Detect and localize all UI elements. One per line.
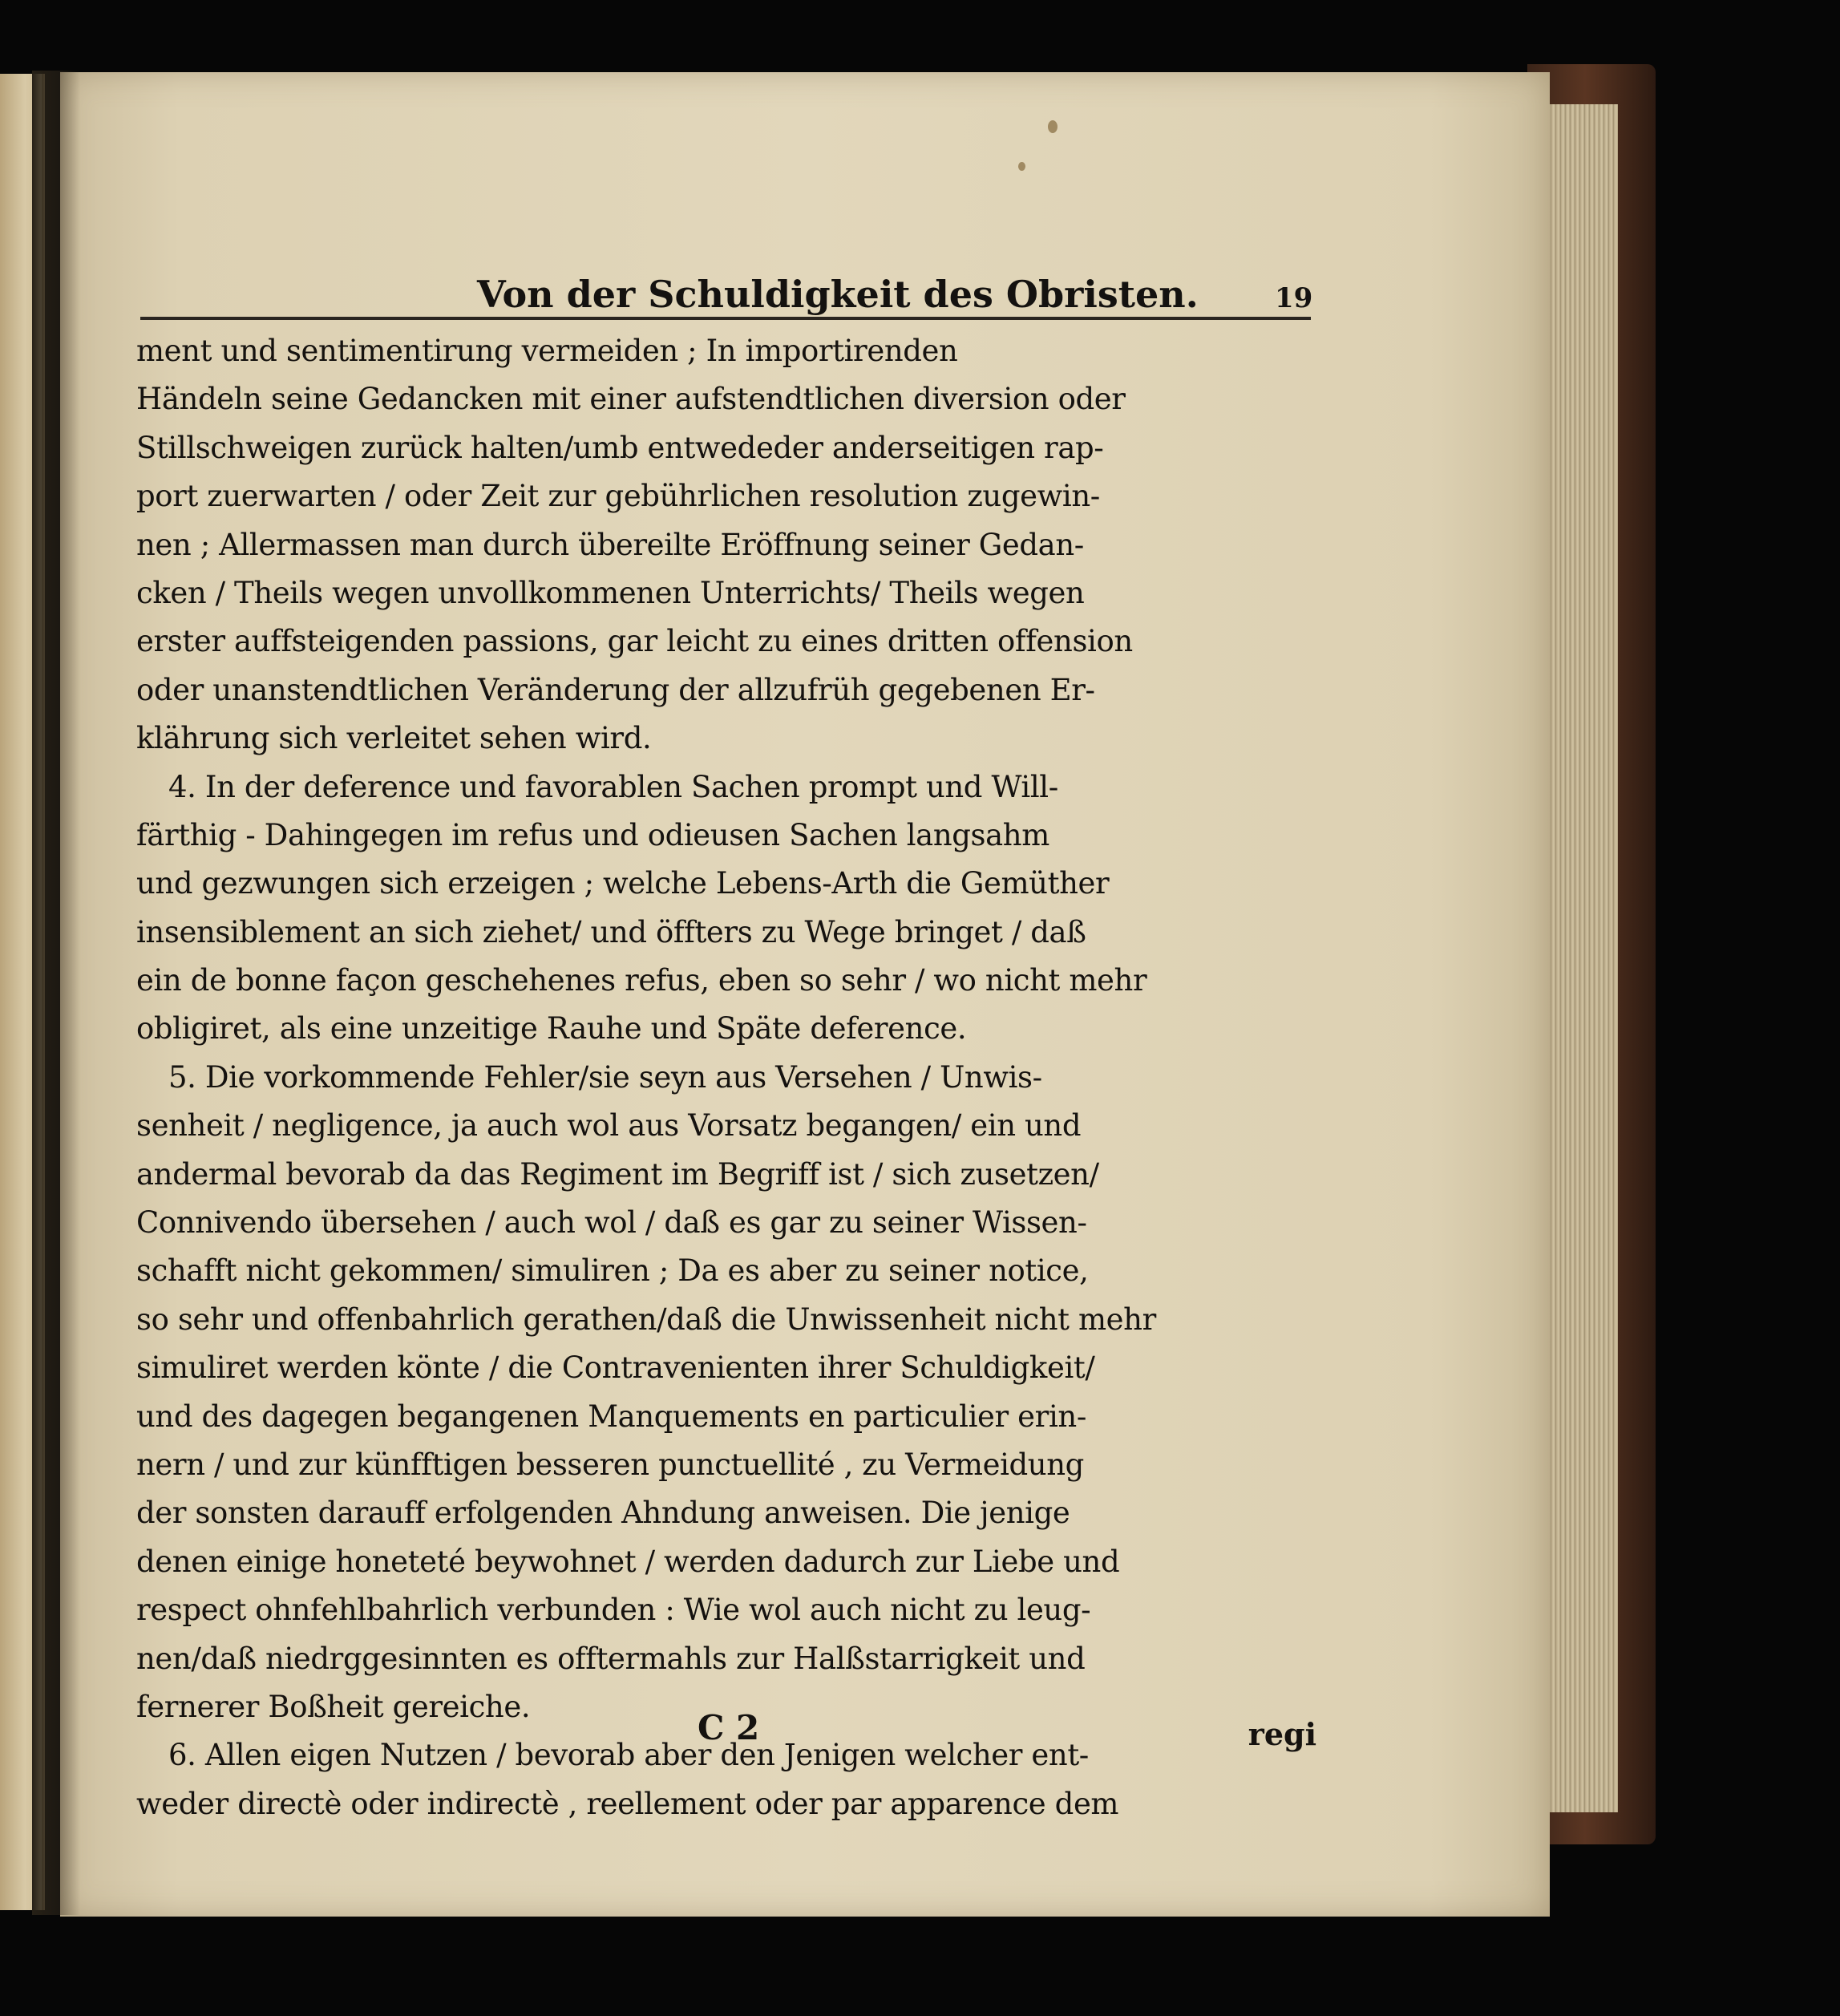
text-line: oder unanstendtlichen Veränderung der allzufrüh gegebenen Er- [136,672,1095,707]
text-line: respect ohnfehlbahrlich verbunden : Wie wol auch nicht zu leug- [136,1593,1091,1628]
body-text [136,327,1323,1828]
gutter-shadow [32,71,80,1915]
text-line: fernerer Boßheit gereiche. [136,1689,531,1724]
text-line: so sehr und offenbahrlich gerathen/daß die Unwissenheit nicht mehr [136,1301,1156,1337]
text-line: der sonsten darauff erfolgenden Ahndung anweisen. Die jenige [136,1496,1070,1531]
page-footer [136,1708,1323,1764]
page-number: 19 [1275,282,1313,314]
running-title: Von der Schuldigkeit des Obristen. [477,273,1199,316]
text-line: Connivendo übersehen / auch wol / daß es gar zu seiner Wissen- [136,1205,1087,1241]
text-line: denen einige honeteté beywohnet / werden dadurch zur Liebe und [136,1544,1120,1579]
text-line: cken / Theils wegen unvollkommenen Unterrichts/ Theils wegen [136,575,1085,610]
text-line: port zuerwarten / oder Zeit zur gebührlichen resolution zugewin- [136,479,1100,514]
text-line: insensiblement an sich ziehet/ und öffters zu Wege bringet / daß [136,914,1086,949]
page-edges [1539,104,1618,1812]
text-line: klährung sich verleitet sehen wird. [136,721,652,756]
book-page [60,72,1550,1917]
paper-stain [1018,162,1025,171]
text-line: färthig - Dahingegen im refus und odieusen Sachen langsahm [136,817,1049,852]
text-line: senheit / negligence, ja auch wol aus Vorsatz begangen/ ein und [136,1108,1082,1144]
text-line: 4. In der deference und favorablen Sachen prompt und Will- [168,769,1058,804]
text-line: weder directè oder indirectè , reellement oder par apparence dem [136,1786,1119,1821]
signature-mark: C 2 [698,1708,760,1747]
text-line: 6. Allen eigen Nutzen / bevorab aber den Jenigen welcher ent- [168,1738,1089,1773]
text-line: und des dagegen begangenen Manquements en particulier erin- [136,1399,1086,1434]
text-line: erster auffsteigenden passions, gar leicht zu eines dritten offension [136,624,1133,659]
text-line: ment und sentimentirung vermeiden ; In importirenden [136,334,958,368]
text-line: obligiret, als eine unzeitige Rauhe und Späte deference. [136,1011,967,1046]
text-line: 5. Die vorkommende Fehler/sie seyn aus Versehen / Unwis- [168,1059,1042,1095]
catchword: regi [1248,1716,1316,1752]
text-line: ein de bonne façon geschehenes refus, eben so sehr / wo nicht mehr [136,963,1147,998]
paper-stain [1048,120,1057,133]
text-line: simuliret werden könte / die Contravenienten ihrer Schuldigkeit/ [136,1350,1095,1386]
text-line: schafft nicht gekommen/ simuliren ; Da es aber zu seiner notice, [136,1253,1089,1289]
text-line: nen/daß niedrggesinnten es offtermahls zur Halßstarrigkeit und [136,1641,1086,1676]
text-line: Stillschweigen zurück halten/umb entwededer anderseitigen rap- [136,430,1104,465]
text-line: Händeln seine Gedancken mit einer aufstendtlichen diversion oder [136,382,1126,417]
header-rule [140,317,1311,320]
text-line: andermal bevorab da das Regiment im Begriff ist / sich zusetzen/ [136,1156,1099,1192]
text-line: nern / und zur künfftigen besseren punctuellité , zu Vermeidung [136,1447,1084,1482]
text-line: nen ; Allermassen man durch übereilte Eröffnung seiner Gedan- [136,527,1084,562]
text-line: und gezwungen sich erzeigen ; welche Lebens-Arth die Gemüther [136,866,1110,901]
